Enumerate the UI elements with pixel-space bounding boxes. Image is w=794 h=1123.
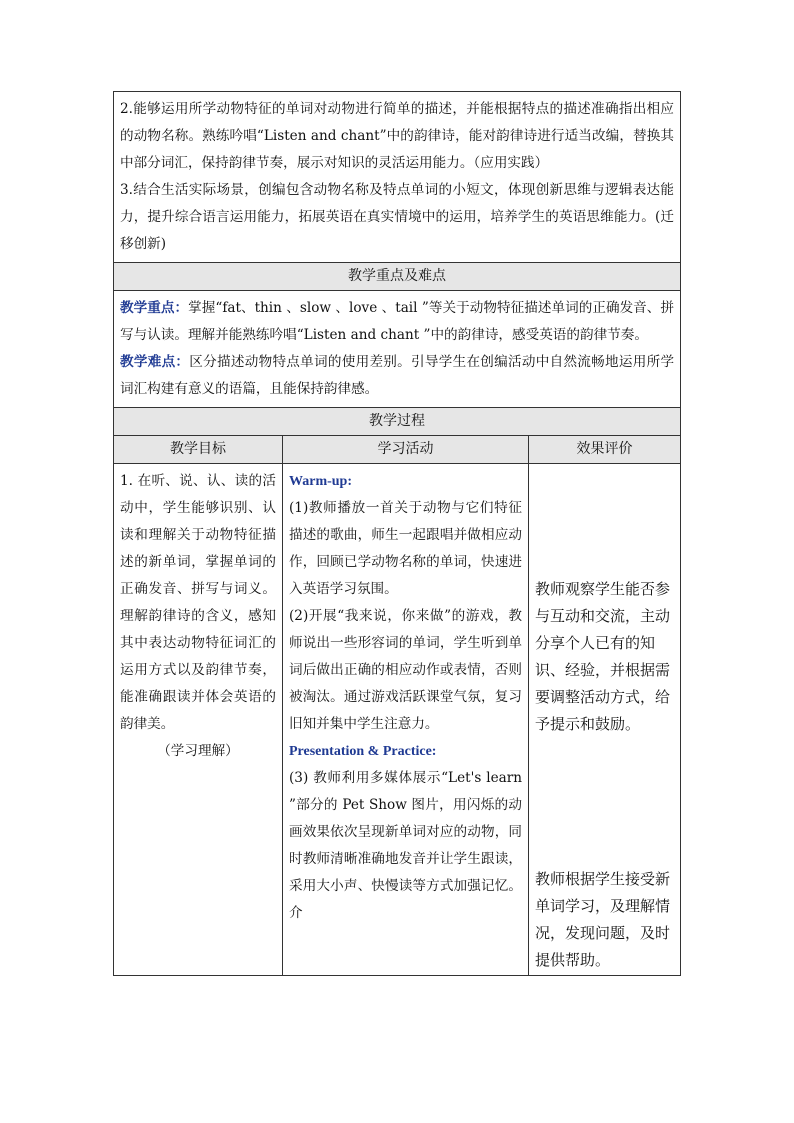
teaching-difficulty-text: 区分描述动物特点单词的使用差别。引导学生在创编活动中自然流畅地运用所学词汇构建有意义的语篇，且能保持韵律感。 [120, 354, 675, 397]
lesson-plan-table [113, 91, 681, 976]
teaching-difficulty [120, 349, 674, 403]
column-header-row [114, 436, 681, 464]
teaching-focus-label: 教学重点： [120, 300, 189, 316]
process-header-row [114, 408, 681, 436]
evaluation-1: 教师观察学生能否参与互动和交流，主动分享个人已有的知识、经验，并根据需要调整活动方式，给予提示和鼓励。 [535, 580, 671, 733]
objective-text: 1. 在听、说、认、读的活动中，学生能够识别、认读和理解关于动物特征描述的新单词，掌握单词的正确发音、拼写与词义。理解韵律诗的含义，感知其中表达动物特征词汇的运用方式以及韵律节奏，能准确跟读并体会英语的韵律美。 [120, 473, 276, 732]
process-header: 教学过程 [114, 408, 681, 436]
warmup-heading: Warm-up: [289, 474, 352, 489]
column-header-evaluation: 效果评价 [529, 436, 681, 464]
presentation-heading: Presentation & Practice: [289, 744, 437, 759]
objective-item-2: 2.能够运用所学动物特征的单词对动物进行简单的描述，并能根据特点的描述准确指出相应的动物名称。熟练吟唱“Listen and chant”中的韵律诗，能对韵律诗进行适当改编，替换其中部分词汇，保持韵律节奏，展示对知识的灵活运用能力。（应用实践） [120, 101, 675, 171]
objective-tag: （学习理解） [157, 743, 239, 759]
key-points-row [114, 291, 681, 408]
evaluation-cell [529, 464, 681, 976]
evaluation-2: 教师根据学生接受新单词学习，及理解情况，发现问题，及时提供帮助。 [535, 870, 671, 969]
objective-item-3: 3.结合生活实际场景，创编包含动物名称及特点单词的小短文，体现创新思维与逻辑表达能力，提升综合语言运用能力，拓展英语在真实情境中的运用，培养学生的英语思维能力。(迁移创新) [120, 182, 675, 252]
objectives-continued-cell [114, 92, 681, 263]
process-content-row [114, 464, 681, 976]
key-points-cell [114, 291, 681, 408]
column-header-activity: 学习活动 [283, 436, 529, 464]
lesson-plan-page [113, 91, 680, 976]
teaching-difficulty-label: 教学难点： [120, 354, 190, 370]
objective-cell [114, 464, 283, 976]
key-points-header-row [114, 263, 681, 291]
activity-cell [283, 464, 529, 976]
activity-3: (3) 教师利用多媒体展示“Let's learn ”部分的 Pet Show 图片，用闪烁的动画效果依次呈现新单词对应的动物，同时教师清晰准确地发音并让学生跟读，采用大小声、快慢读等方式加强记忆。介 [289, 770, 522, 921]
teaching-focus [120, 295, 674, 349]
teaching-focus-text: 掌握“fat、thin 、slow 、love 、tail ”等关于动物特征描述单词的正确发音、拼写与认读。理解并能熟练吟唱“Listen and chant ”中的韵律诗，感受英语的韵律节奏。 [120, 300, 675, 343]
key-points-header: 教学重点及难点 [114, 263, 681, 291]
objectives-continued-row [114, 92, 681, 263]
activity-2: (2)开展“我来说，你来做”的游戏，教师说出一些形容词的单词，学生听到单词后做出正确的相应动作或表情，否则被淘汰。通过游戏活跃课堂气氛，复习旧知并集中学生注意力。 [289, 608, 522, 732]
column-header-objective: 教学目标 [114, 436, 283, 464]
activity-1: (1)教师播放一首关于动物与它们特征描述的歌曲，师生一起跟唱并做相应动作，回顾已学动物名称的单词，快速进入英语学习氛围。 [289, 500, 522, 597]
